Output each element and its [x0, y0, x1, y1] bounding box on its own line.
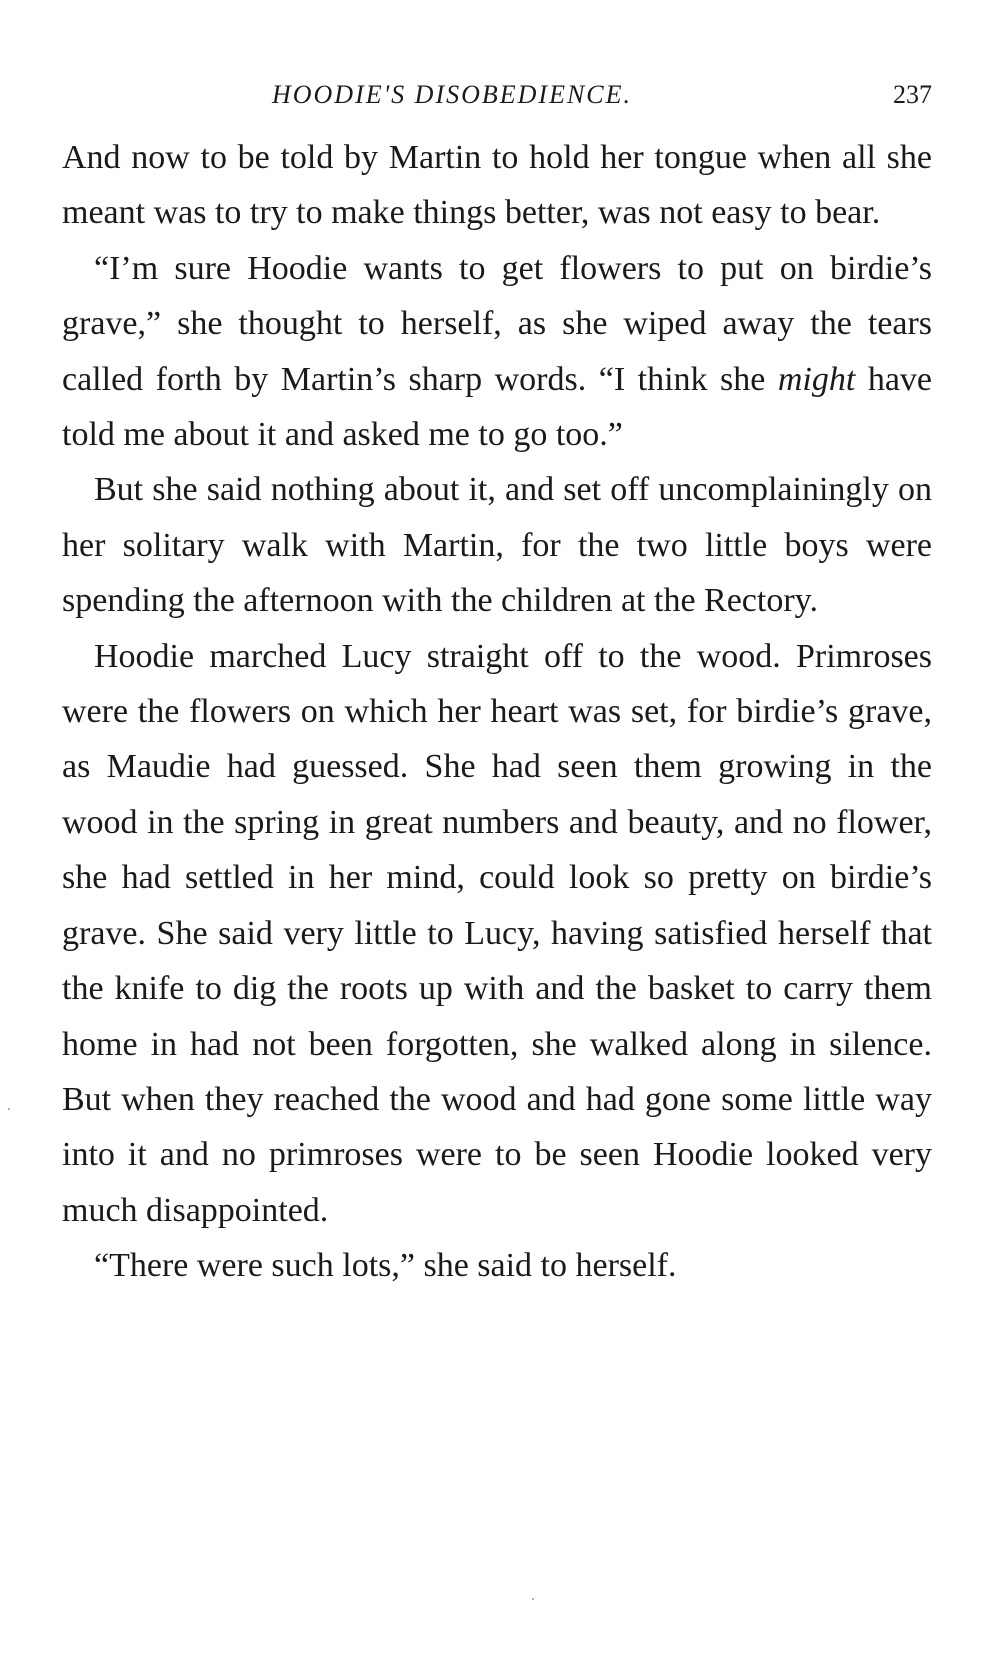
emphasized-word: might: [777, 360, 856, 398]
paragraph-2-text-before: “I’m sure Hoodie wants to get flowers to put on birdie’s grave,” she thought to herself, as she wiped away the tears called forth by Martin’s sharp words. “I think she: [62, 249, 932, 398]
print-speck: [8, 1108, 10, 1110]
page-number: 237: [893, 80, 932, 109]
paragraph-2: [62, 241, 932, 463]
body-text: [62, 130, 932, 1294]
paragraph-3: But she said nothing about it, and set off uncomplainingly on her solitary walk with Martin, for the two little boys were spending the afternoon with the children at the Rectory.: [62, 471, 932, 620]
paragraph-4: Hoodie marched Lucy straight off to the wood. Primroses were the flowers on which her heart was set, for birdie’s grave, as Maudie had guessed. She had seen them growing in the wood in the spring in great numbers and beauty, and no flower, she had settled in her mind, could look so pretty on birdie’s grave. She said very little to Lucy, having satisfied herself that the knife to dig the roots up with and the basket to carry them home in had not been forgotten, she walked along in silence. But when they reached the wood and had gone some little way into it and no primroses were to be seen Hoodie looked very much disappointed.: [62, 637, 932, 1229]
paragraph-2-text-after: have told me about it and asked me to go too.”: [62, 360, 932, 454]
paragraph-5: “There were such lots,” she said to herself.: [94, 1247, 677, 1285]
paragraph-1: And now to be told by Martin to hold her tongue when all she meant was to try to make things better, was not easy to bear.: [62, 139, 932, 232]
print-speck: [532, 1598, 534, 1600]
running-head: [62, 78, 932, 112]
chapter-title: HOODIE'S DISOBEDIENCE.: [271, 80, 633, 109]
